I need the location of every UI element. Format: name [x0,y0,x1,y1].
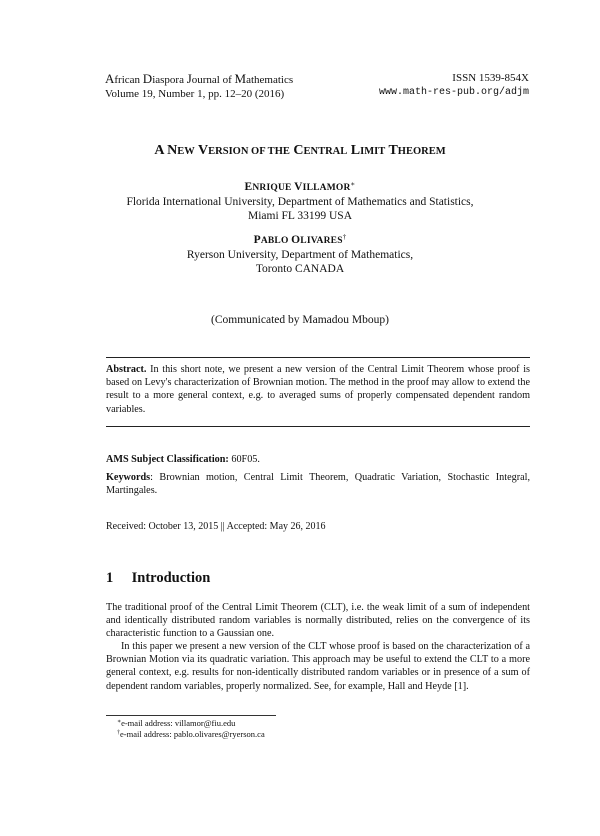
ams-classification [106,454,530,465]
author-name: ENRIQUE VILLAMOR∗ [244,180,356,193]
section-heading [106,570,210,587]
ams-value: 60F05. [231,454,260,465]
footnote: †e-mail address: pablo.olivares@ryerson.ca [117,729,265,739]
ams-label: AMS Subject Classification: [106,454,229,465]
divider [106,357,530,358]
abstract [106,363,530,416]
journal-name: African Diaspora Journal of Mathematics [105,71,294,86]
author-affiliation: Miami FL 33199 USA [247,210,353,222]
paragraph: In this paper we present a new version of the CLT whose proof is based on the characterization of a Brownian Motion via its quadratic variation. This approach may be useful to extend the CLT to a more general context, e.g. results for non-identically distributed random variables or in presence of a sum of dependent random variables, properly normalized. See, for example, Hall and Heyde [1]. [106,641,530,692]
journal-header [105,72,293,101]
footnote-divider [106,715,276,716]
abstract-text: In this short note, we present a new version of the Central Limit Theorem whose proof is based on Levy's characterization of Brownian motion. The method in the proof may allow to extend the result to a more general context, e.g. to averaged sums of properly compensated dependent random variables. [106,364,531,415]
journal-url[interactable]: www.math-res-pub.org/adjm [378,86,529,98]
footnote: ∗e-mail address: villamor@fiu.edu [117,718,236,728]
author-block-2 [0,230,600,276]
abstract-label: Abstract. [106,364,147,375]
divider [106,426,530,427]
author-affiliation: Florida International University, Department of Mathematics and Statistics, [126,196,474,208]
section-title: Introduction [131,570,211,586]
communicated-by: (Communicated by Mamadou Mboup) [211,314,389,326]
volume-info: Volume 19, Number 1, pp. 12–20 (2016) [105,87,285,100]
section-number: 1 [106,570,114,586]
author-block-1 [0,177,600,223]
keywords [106,471,530,497]
keywords-text: : Brownian motion, Central Limit Theorem, Quadratic Variation, Stochastic Integral, Martingales. [106,472,530,497]
author-affiliation: Ryerson University, Department of Mathematics, [186,249,414,261]
author-affiliation: Toronto CANADA [255,263,345,275]
submission-dates: Received: October 13, 2015 || Accepted: May 26, 2016 [106,521,326,532]
paragraph: The traditional proof of the Central Limit Theorem (CLT), i.e. the weak limit of a sum of independent and identically distributed random variables is normally distributed, relies on the convergence of its characteristic function to a Gaussian one. [106,602,530,640]
keywords-label: Keywords [106,472,151,483]
author-name: PABLO OLIVARES† [253,233,347,246]
issn: ISSN 1539-854X [452,72,529,84]
paper-title: A NEW VERSION OF THE CENTRAL LIMIT THEOREM [154,143,446,158]
journal-meta [379,72,529,99]
